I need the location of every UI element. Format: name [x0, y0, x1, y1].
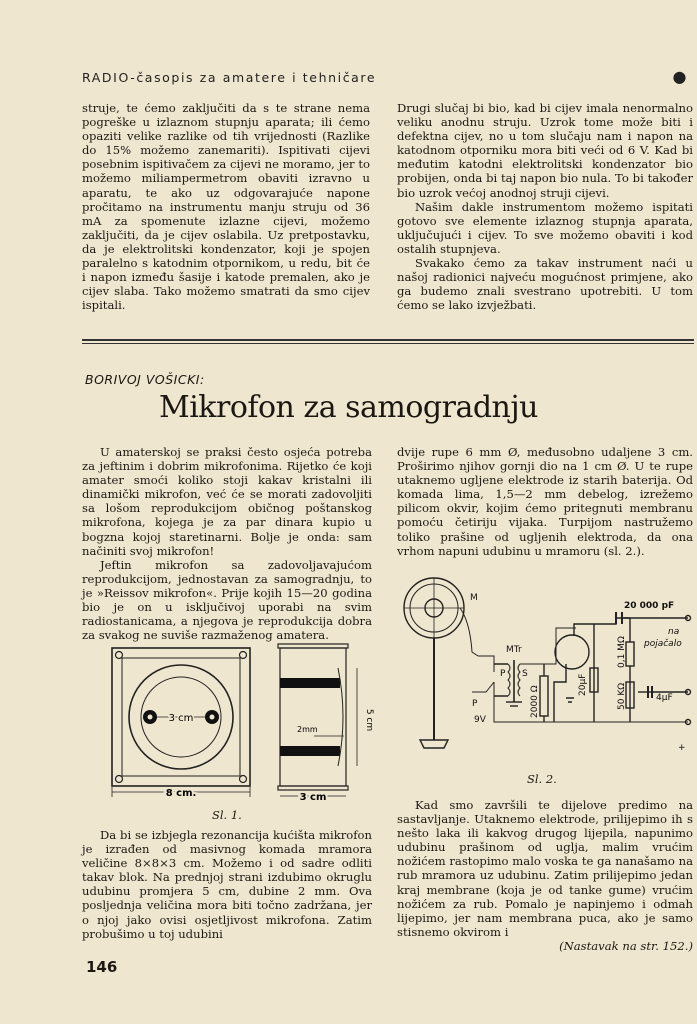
continued-note: (Nastavak na str. 152.) [559, 938, 693, 953]
fig1-label-3cm: 3 cm [168, 713, 194, 724]
paragraph: dvije rupe 6 mm Ø, međusobno udaljene 3 cm. Proširimo njihov gornji dio na 1 cm Ø. U te rupe utaknemo ugljene elektrode iz starih baterija. Od komada lima, 1,5—2 mm debelog, izrežemo pilicom okvir, kojim ćemo pritegnuti membranu pomoću četiriju vijaka. Turpijom nastružemo toliko prašine od ugljenih elektroda, da ona vrhom napuni udubinu u mramoru (sl. 2.). [397, 445, 693, 558]
section-divider [82, 339, 694, 341]
article-left-column [82, 445, 372, 642]
paragraph: U amaterskoj se praksi često osjeća potreba za jeftinim i dobrim mikrofonima. Rijetko će koji amater smoći koliko stoji kakav kristalni ili dinamički mikrofon, već će se morati zadovoljiti sa lošom reprodukcijom običnog poštanskog mikrofona, kojega je za par dinara kupio u bogzna kojoj staretinarni. Bolje je onda: sam načiniti svoj mikrofon! [82, 445, 372, 558]
paragraph: Kad smo završili te dijelove predimo na sastavljanje. Utaknemo elektrode, prilijepimo ih s nešto laka ili kakvog drugog lijepila, napunimo udubinu prašinom od uglja, malim vrućim nožićem rastopimo malo voska te ga nanašamo na rub mramora uz udubinu. Zatim prilijepimo jedan kraj membrane (koja je od tanke gume) vrućim nožićem za rub. Pomalo je napinjemo i odmah lijepimo, jer nam membrana puca, ako je samo stisnemo okvirom i [397, 798, 693, 939]
fig2-label-na: na [668, 627, 680, 637]
section-divider-thin [82, 343, 694, 344]
fig2-label-pojacalo: pojačalo [644, 639, 682, 649]
paragraph: Našim dakle instrumentom možemo ispitati gotovo sve elemente izlaznog stupnja aparata, uključujući i cijev. To sve možemo obaviti i kod ostalih stupnjeva. [397, 199, 693, 256]
paragraph: Drugi slučaj bi bio, kad bi cijev imala nenormalno veliku anodnu struju. Uzrok tome može biti i defektna cijev, no u tom slučaju nam i napon na katodnom otporniku mora biti veći od 6 V. Kad bi međutim katodni elektrolitski kondenzator bio probijen, onda bi taj napon bio nula. To bi također bio uzrok većoj anodnoj struji cijevi. [397, 101, 693, 200]
article-title: Mikrofon za samogradnju [158, 390, 538, 425]
fig2-label-01M: 0,1 MΩ [617, 636, 627, 668]
paragraph: Svakako ćemo za takav instrument naći u našoj radionici najveću mogućnost primjene, ako ga budemo znali svestrano upotrebiti. U tom ćemo se lako izvježbati. [397, 256, 693, 313]
paragraph: struje, te ćemo zaključiti da s te strane nema pogreške u izlaznom stupnju aparata; ili ćemo opaziti velike razlike od tih vrijednosti (Razlike do 15% možemo zanemariti). Ispitivati cijevi posebnim ispitivačem za cijevi ne moramo, jer to možemo miliampermetrom obaviti izravno u aparatu, te ako uz odgovarajuće napone pročitamo na instrumentu manju struju od 36 mA za spomenute izlazne cijevi, možemo zaključiti, da je cijev oslabila. Uz pretpostavku, da je elektrolitski kondenzator, koji je spojen paralelno s katodnim otpornikom, u redu, bit će i napon između šasije i katode premalen, ako je cijev slaba. Tako možemo smatrati da smo cijev ispitali. [82, 101, 370, 313]
fig1-label-2mm: 2mm [297, 725, 318, 734]
fig2-label-20uF: 20μF [578, 673, 588, 696]
top-right-column [397, 101, 693, 312]
fig1-label-8cm: 8 cm. [165, 788, 197, 799]
article-left-column-bottom [82, 828, 372, 941]
fig2-label-M: M [470, 593, 478, 603]
figure-1-drawing [82, 640, 382, 808]
paragraph: Jeftin mikrofon sa zadovoljavajućom reprodukcijom, jednostavan za samogradnju, to je »Reissov mikrofon«. Prije kojih 15—20 godina bio je on u isključivoj uporabi na svim radiostanicama, a njegova je reprodukcija dobra za svakog ne suviše razmaženog amatera. [82, 557, 372, 643]
paragraph: Da bi se izbjegla rezonancija kućišta mikrofon je izrađen od masivnog komada mramora veličine 8×8×3 cm. Možemo i od sadre odliti takav blok. Na prednjoj strani izdubimo okruglu udubinu promjera 5 cm, dubine 2 mm. Ova posljednja veličina mora biti točno zadržana, jer o njoj jako ovisi osjetljivost mikrofona. Zatim probušimo u toj udubini [82, 828, 372, 941]
figure-2-caption: Sl. 2. [527, 772, 557, 786]
article-author: BORIVOJ VOŠICKI: [85, 372, 205, 387]
fig2-label-2000: 2000 Ω [530, 685, 540, 718]
fig2-label-20000pF: 20 000 pF [624, 601, 675, 611]
header-bullet: ● [672, 67, 688, 86]
fig1-label-3cm-side: 3 cm [299, 792, 327, 803]
fig1-label-5cm: 5 cm [364, 708, 374, 732]
fig2-label-P: P [500, 669, 506, 679]
figure-2-schematic [398, 572, 695, 767]
header-title: RADIO-časopis za amatere i tehničare [82, 70, 377, 85]
article-right-column-bottom [397, 798, 693, 953]
fig2-label-S: S [522, 669, 528, 679]
article-right-column [397, 445, 693, 558]
fig2-label-P2: P [472, 699, 478, 709]
microphone-side-view [278, 644, 348, 790]
fig2-label-Mtr: MTr [506, 645, 522, 655]
figure-1-caption: Sl. 1. [212, 808, 242, 822]
running-header [82, 67, 688, 86]
page-number: 146 [86, 958, 118, 976]
fig2-label-50k: 50 KΩ [617, 682, 627, 710]
fig2-label-9V: 9V [474, 715, 486, 725]
fig2-label-plus: + [678, 743, 686, 753]
top-left-column [82, 101, 370, 312]
fig2-label-4uF: 4μF [656, 693, 673, 703]
